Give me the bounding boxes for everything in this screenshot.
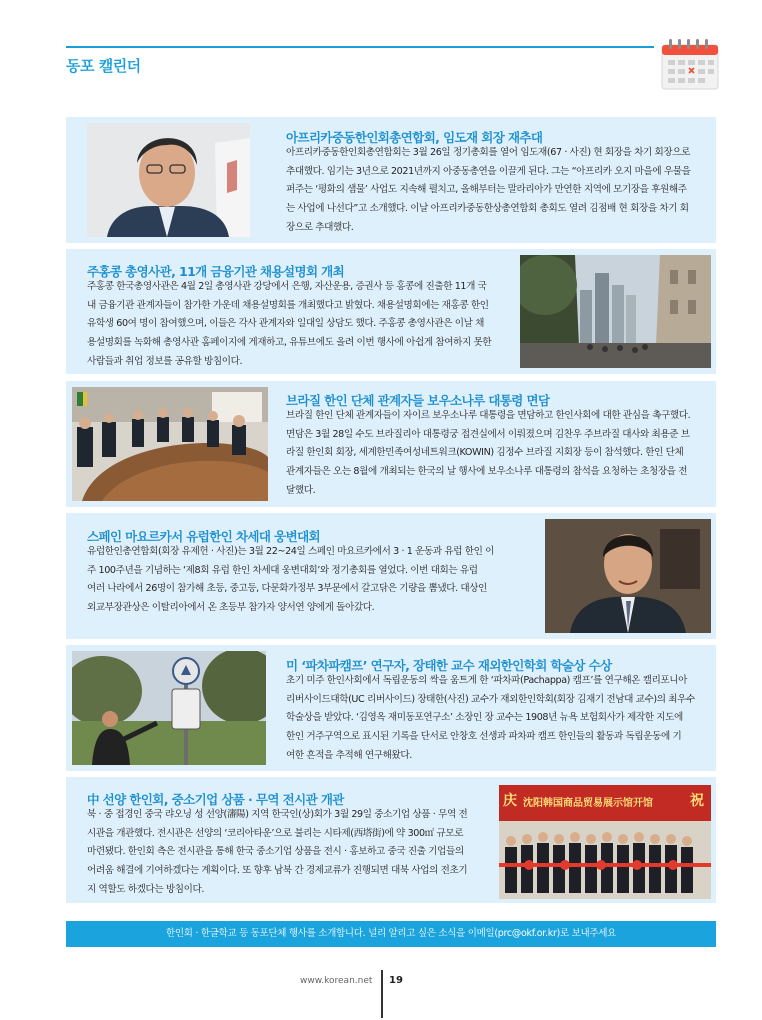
body-line: 는 사업에 나선다”고 소개했다. 이날 아프리카중동한상총연합회 총회도 열려 김점배 현 회장을 차기 회 bbox=[286, 203, 689, 215]
body-line: 리버사이드대학(UC 리버사이드) 장태한(사진) 교수가 재외한인학회(회장 김재기 전남대 교수)의 최우수 bbox=[286, 693, 695, 705]
body-line: 달했다. bbox=[286, 484, 316, 496]
body-line: 한인 거주구역으로 표시된 기록을 단서로 안창호 선생과 파차파 캠프 한인들의 활동과 독립운동에 기 bbox=[286, 731, 682, 743]
body-line: 북 · 중 접경인 중국 랴오닝 성 선양(瀋陽) 지역 한국인(상)회가 3월 29일 중소기업 상품 · 무역 전 bbox=[87, 809, 468, 820]
body-line: 주 100주년을 기념하는 ‘제8회 유럽 한인 차세대 웅변대회’와 정기총회를 열었다. 이번 대회는 유럽 bbox=[87, 564, 478, 576]
portrait-photo-yoo bbox=[545, 519, 711, 633]
shenyang-opening-photo bbox=[499, 785, 711, 899]
body-line: 면담은 3월 28일 수도 브라질리아 대통령궁 접견실에서 이뤄졌으며 김찬우 주브라질 대사와 최용준 브 bbox=[286, 428, 690, 440]
banner-char-right: 祝 bbox=[690, 793, 704, 809]
body-line: 장으로 추대했다. bbox=[286, 221, 354, 233]
article-title-6: 中 선양 한인회, 중소기업 상품 · 무역 전시관 개관 bbox=[87, 792, 344, 807]
article-body-6 bbox=[87, 806, 497, 900]
body-line: 추대했다. 임기는 3년으로 2021년까지 아중동총연을 이끌게 된다. 그는 “아프리카 오지 마을에 우물을 bbox=[286, 165, 691, 177]
header-rule bbox=[66, 46, 654, 48]
body-line: 용설명회를 녹화해 총영사관 홈페이지에 게재하고, 유튜브에도 올려 이번 행사에 아쉽게 참여하지 못한 bbox=[87, 337, 492, 349]
article-body-5 bbox=[286, 672, 710, 766]
banner-text: 沈阳韩国商品贸易展示馆开馆 bbox=[523, 798, 653, 809]
page-number: 19 bbox=[389, 975, 403, 986]
body-line: 유학생 60여 명이 참여했으며, 이들은 각사 관계자와 일대일 상담도 했다. 주홍콩 총영사관은 이날 채 bbox=[87, 318, 484, 330]
article-title-3: 브라질 한인 단체 관계자들 보우소나루 대통령 면담 bbox=[286, 393, 550, 408]
article-body-2 bbox=[87, 278, 507, 372]
body-line: 지 역할도 하겠다는 방침이다. bbox=[87, 883, 205, 895]
body-line: 브라질 한인 단체 관계자들이 자이르 보우소나루 대통령을 면담하고 한인사회에 대한 관심을 촉구했다. bbox=[286, 410, 691, 421]
footer-divider bbox=[381, 970, 383, 1018]
article-body-1 bbox=[286, 144, 706, 238]
body-line: 시관을 개관했다. 전시관은 선양의 ‘코리아타운’으로 불리는 시타제(西塔街)에 약 300㎡ 규모로 bbox=[87, 827, 464, 839]
body-line: 관계자들은 오는 8월에 개최되는 한국의 날 행사에 보우소나루 대통령의 참석을 요청하는 초청장을 전 bbox=[286, 466, 688, 478]
body-line: 어려움 해결에 기여하겠다는 계획이다. 또 향후 남북 간 경제교류가 진행되면 대북 사업의 전초기 bbox=[87, 865, 468, 877]
article-body-4 bbox=[87, 543, 507, 618]
body-line: 아프리카중동한인회총연합회는 3월 26일 정기총회를 열어 임도재(67 · 사진) 현 회장을 차기 회장으로 bbox=[286, 147, 690, 158]
footer-url[interactable]: www.korean.net bbox=[300, 976, 373, 986]
article-title-1: 아프리카중동한인회총연합회, 임도재 회장 재추대 bbox=[286, 130, 543, 145]
body-line: 퍼주는 ‘평화의 샘물’ 사업도 지속해 펼치고, 올해부터는 말라리아가 만연한 지역에 모기장을 후원해주 bbox=[286, 184, 687, 196]
article-body-3 bbox=[286, 407, 710, 501]
article-title-5: 미 ‘파차파캠프’ 연구자, 장태한 교수 재외한인학회 학술상 수상 bbox=[286, 658, 612, 673]
body-line: 초기 미주 한인사회에서 독립운동의 싹을 움트게 한 ‘파차파(Pachappa) 캠프’를 연구해온 캘리포니아 bbox=[286, 675, 688, 686]
body-line: 주홍콩 한국총영사관은 4월 2일 총영사관 강당에서 은행, 자산운용, 증권사 등 홍콩에 진출한 11개 국 bbox=[87, 281, 487, 292]
body-line: 외교부장관상은 이탈리아에서 온 초등부 참가자 양서연 양에게 돌아갔다. bbox=[87, 602, 375, 614]
body-line: 라질 한인회 회장, 세계한민족여성네트워크(KOWIN) 김정수 브라질 지회장 등이 참석했다. 한인 단체 bbox=[286, 447, 684, 459]
article-title-2: 주홍콩 총영사관, 11개 금융기관 채용설명회 개최 bbox=[87, 264, 345, 279]
body-line: 여러 나라에서 26명이 참가해 초등, 중고등, 다문화가정부 3부문에서 갈고닦은 기량을 뽐냈다. 대상인 bbox=[87, 583, 488, 595]
article-title-4: 스페인 마요르카서 유럽한인 차세대 웅변대회 bbox=[87, 529, 321, 544]
body-line: 여한 흔적을 추적해 연구해왔다. bbox=[286, 749, 412, 761]
banner-char-left: 庆 bbox=[503, 793, 517, 809]
body-line: 유럽한인총연합회(회장 유제헌 · 사진)는 3월 22~24일 스페인 마요르카에서 3 · 1 운동과 유럽 한인 이 bbox=[87, 546, 495, 557]
page-title: 동포 캘린더 bbox=[66, 57, 141, 75]
body-line: 학술상을 받았다. ‘김영옥 재미동포연구소’ 소장인 장 교수는 1908년 뉴욕 보험회사가 제작한 지도에 bbox=[286, 712, 683, 724]
body-line: 사람들과 취업 정보를 공유할 방침이다. bbox=[87, 355, 243, 367]
brazil-meeting-photo bbox=[72, 387, 268, 501]
notice-banner: 한인회 · 한글학교 등 동포단체 행사를 소개합니다. 널리 알리고 싶은 소식을 이메일(prc@okf.or.kr)로 보내주세요 bbox=[66, 921, 716, 947]
pachappa-sign-photo bbox=[72, 651, 266, 765]
hongkong-street-photo bbox=[520, 255, 711, 368]
calendar-icon bbox=[661, 38, 719, 90]
body-line: 내 금융기관 관계자들이 참가한 가운데 채용설명회를 개최했다고 밝혔다. 채용설명회에는 재홍콩 한인 bbox=[87, 299, 489, 311]
portrait-photo-lim bbox=[87, 123, 250, 237]
body-line: 마련됐다. 한인회 측은 전시관을 통해 한국 중소기업 상품을 전시 · 홍보하고 중국 진출 기업들의 bbox=[87, 846, 464, 858]
